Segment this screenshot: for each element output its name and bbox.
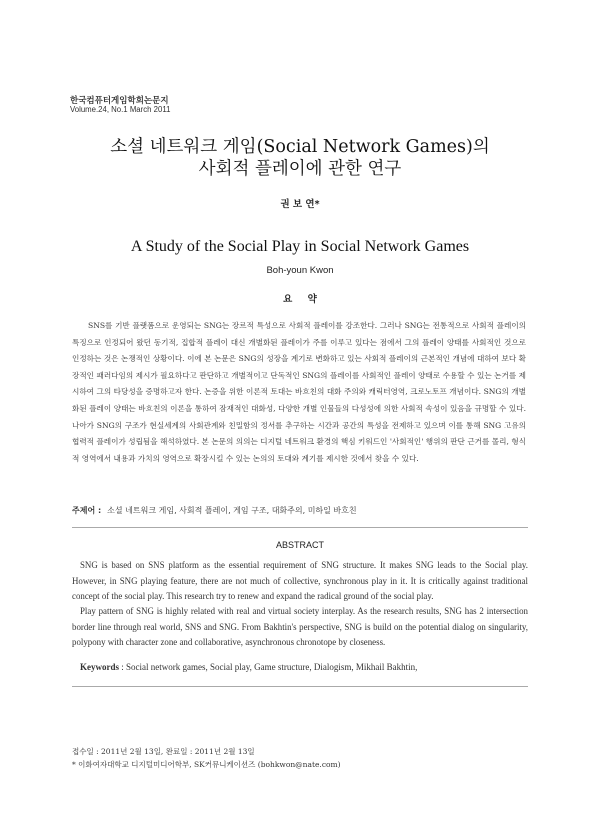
keywords-korean: [72, 505, 526, 516]
footnote-dates: 접수일 : 2011년 2월 13일, 완료일 : 2011년 2월 13일: [72, 747, 255, 756]
title-ko-line1: 소셜 네트워크 게임(Social Network Games)의: [110, 137, 490, 157]
keywords-english-text: : Social network games, Social play, Game structure, Dialogism, Mikhail Bakhtin,: [121, 662, 418, 672]
title-ko-line2: 사회적 플레이에 관한 연구: [198, 159, 402, 179]
keywords-english: [80, 662, 526, 672]
abstract-english-paragraph-2: Play pattern of SNG is highly related with real and virtual society interplay. As the research results, SNG has 2 intersection border line through real world, SNS and SNG. From Bakhtin's perspective, SNG is build on the potential dialog on singularity, polypony with character zone and collaborative, asynchronous chronotope by closeness.: [72, 606, 528, 647]
section-divider-bottom: [72, 686, 528, 687]
abstract-korean-body: SNS를 기반 플랫폼으로 운영되는 SNG는 장르적 특성으로 사회적 플레이를 강조한다. 그러나 SNG는 전통적으로 사회적 플레이의 특징으로 인정되어 왔던 동기적, 집합적 플레이 대신 개별화된 플레이가 주를 이루고 있다는 점에서 그의 플레이 양태를 사회적인 것으로 인정하는 것은 논쟁적인 상황이다. 이에 본 논문은 SNG의 성장을 계기로 변화하고 있는 사회적 플레이의 근본적인 개념에 대하여 보다 확장적인 패러다임의 제시가 필요하다고 판단하고 개별적이고 단독적인 SNG의 플레이를 사회적인 플레이 양태로 수용할 수 있는 논거를 제시하여 그의 타당성을 증명하고자 한다. 논증을 위한 이론적 토대는 바흐친의 대화 주의와 캐릭터영역, 크로노토프 개념이다. SNG의 개별화된 플레이 양태는 바흐친의 이론을 통하여 잠재적인 대화성, 다양한 개별 인물들의 다성성에 의한 사회적 속성이 있음을 규명할 수 있다. 나아가 SNG의 구조가 현실세계의 사회관계와 친밀함의 정서를 추구하는 시간과 공간의 특성을 전제하고 있으며 이를 통해 SNG 고유의 협력적 플레이가 성립됨을 해석하였다. 본 논문의 의의는 디지털 네트워크 환경의 핵심 키워드인 '사회적인' 행위의 판단 근거를 몰리, 형식적 영역에서 내용과 가치의 영역으로 확장시킬 수 있는 논의의 토대와 계기를 제시한 것에서 찾을 수 있다.: [72, 321, 526, 463]
paper-title-english: A Study of the Social Play in Social Network Games: [130, 238, 470, 255]
journal-name: 한국컴퓨터게임학회논문지: [70, 96, 169, 106]
journal-header: [70, 97, 170, 114]
keywords-korean-text: 소셜 네트워크 게임, 사회적 플레이, 게임 구조, 대화주의, 미하일 바흐친: [107, 506, 357, 515]
keywords-korean-label: 주제어 :: [72, 506, 102, 515]
footnote: [72, 746, 542, 771]
section-divider: [72, 527, 528, 528]
abstract-english-paragraph-1: SNG is based on SNS platform as the essential requirement of SNG structure. It makes SNG leads to the Social play. However, in SNG playing feature, there are not much of collective, synchronous play in it. It is critically against traditional concept of the social play. This research try to renew and expand the radical ground of the social play.: [72, 560, 528, 601]
author-english: Boh-youn Kwon: [266, 265, 334, 276]
paper-title-korean: [0, 136, 600, 180]
abstract-english-heading: ABSTRACT: [275, 540, 324, 550]
footnote-affiliation: * 이화여자대학교 디지털미디어학부, SK커뮤니케이션즈 (bohkwon@nate.com): [72, 759, 341, 769]
journal-volume: Volume.24, No.1 March 2011: [70, 104, 171, 114]
abstract-korean-heading: 요 약: [283, 294, 317, 305]
keywords-english-label: Keywords: [80, 662, 119, 672]
author-korean: 권 보 연*: [280, 199, 320, 210]
